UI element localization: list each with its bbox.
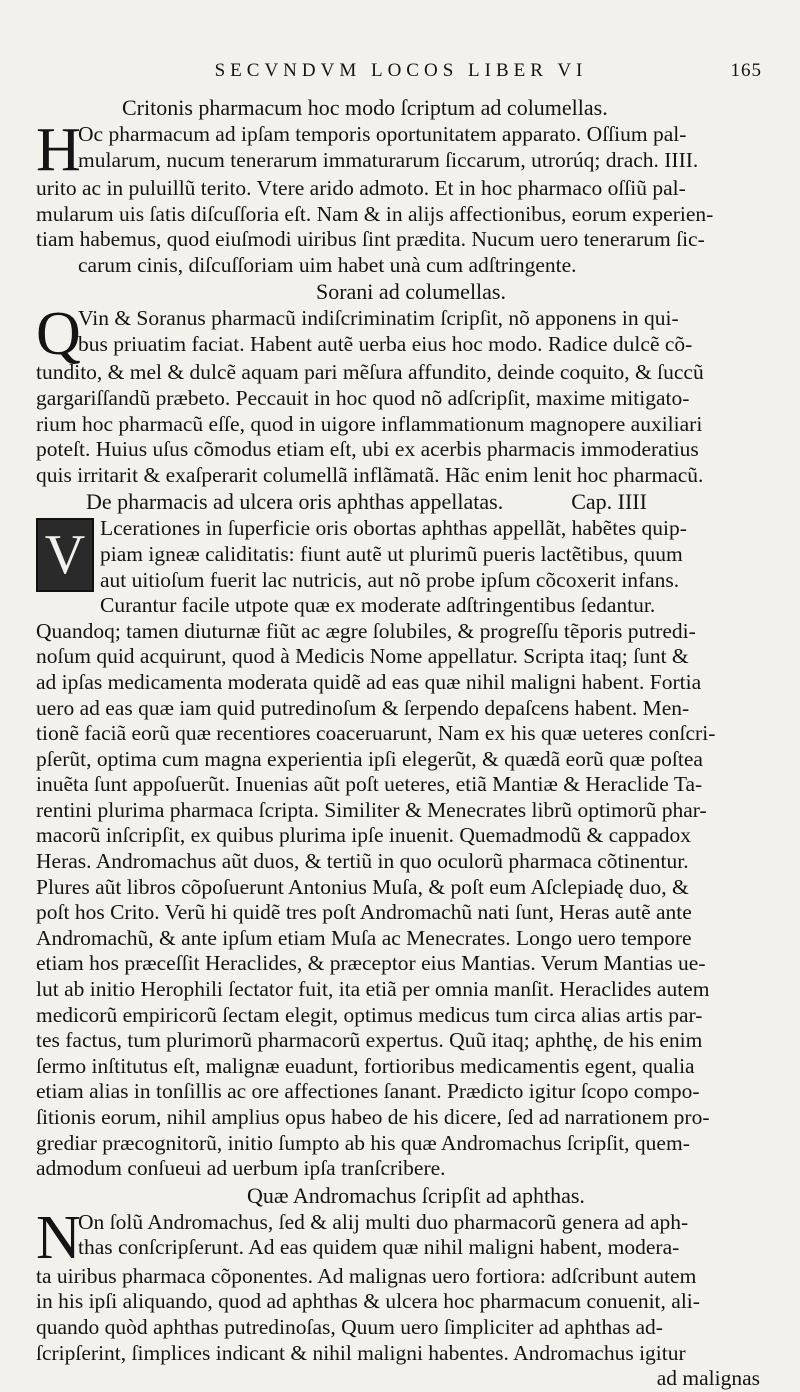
text-line: Oc pharmacum ad ipſam temporis oportunitatem apparato. Oſſium pal-: [78, 122, 687, 146]
text-line: aut uitioſum fuerit lac nutricis, aut nõ probe ipſum cõcoxerit infans.: [100, 567, 680, 592]
section-heading-sorani: Sorani ad columellas.: [315, 279, 506, 305]
text-line: in his ipſi aliquando, quod ad aphthas & ulcera hoc pharmacum conuenit, ali-: [36, 1289, 700, 1314]
text-line: ſitionis eorum, nihil amplius opus habeo de his dicere, ſed ad narrationem pro-: [36, 1105, 710, 1129]
text-line: poteſt. Huius uſus cõmodus etiam eſt, ubi ex acerbis pharmacis immoderatius: [36, 437, 699, 462]
drop-capital: H: [36, 116, 81, 184]
text-line: Plures aũt libros cõpoſuerunt Antonius Muſa, & poſt eum Aſclepiadę duo, &: [36, 874, 689, 899]
running-head: [36, 60, 766, 94]
paragraph-aphthas: [36, 516, 766, 1181]
text-line: Heras. Andromachus aũt duos, & tertiũ in quo oculorũ pharmaca cõtinentur.: [36, 849, 689, 874]
paragraph-sorani: [36, 300, 766, 488]
running-head-title: SECVNDVM LOCOS LIBER VI: [214, 60, 588, 81]
text-line: tiam habemus, quod eiuſmodi uiribus ſint prædita. Nucum uero tenerarum ſic-: [36, 227, 705, 252]
text-line: pſerũt, optima cum magna experientia ipſi elegerũt, & quædã eorũ quæ poſtea: [36, 746, 703, 771]
text-line: piam igneæ caliditatis: fiunt autẽ ut plurimũ pueris lactẽtibus, quum: [100, 541, 683, 566]
text-line: rentini plurima pharmaca ſcripta. Similiter & Menecrates librũ optimorũ phar-: [36, 797, 707, 822]
text-line: Quandoq; tamen diuturnæ fiũt ac ægre ſolubiles, & progreſſu tẽporis putredi-: [36, 618, 696, 643]
text-line: rium hoc pharmacũ eſſe, quod in uigore inflammationum magnopere auxiliari: [36, 411, 703, 436]
page-number: 165: [730, 60, 762, 81]
text-line: thas conſcripſerunt. Ad eas quidem quæ nihil maligni habent, modera-: [78, 1235, 680, 1260]
text-line: carum cinis, diſcuſſoriam uim habet unà cum adſtringente.: [78, 252, 577, 277]
decorated-initial: V: [36, 518, 94, 592]
text-line: gargariſſandũ præbeto. Peccauit in hoc quod nõ adſcripſit, maxime mitigato-: [36, 385, 690, 410]
catchword: ad malignas: [656, 1366, 760, 1391]
text-line: poſt hos Crito. Verũ hi quidẽ tres poſt Andromachũ nati ſunt, Heras autẽ ante: [36, 900, 692, 925]
section-heading-critonis: Critonis pharmacum hoc modo ſcriptum ad columellas.: [122, 95, 608, 120]
text-line: mularum uis ſatis diſcuſſoria eſt. Nam & in alijs affectionibus, eorum experien-: [36, 201, 714, 226]
text-line: ſermo inſtitutus eſt, malignæ euadunt, fortioribus medicamentis egent, qualia: [36, 1053, 695, 1078]
text-line: grediar præcognitorũ, initio ſumpto ab his quæ Andromachus ſcripſit, quem-: [36, 1130, 690, 1155]
text-line: medicorũ empiricorũ ſectam elegit, optimus medicus tum circa alias artis par-: [36, 1002, 703, 1027]
text-line: ad ipſas medicamenta moderata quidẽ ad eas quæ nihil maligni habent. Fortia: [36, 669, 702, 694]
text-line: macorũ inſcripſit, ex quibus plurima ipſe inuenit. Quemadmodũ & cappadox: [36, 823, 692, 848]
text-line: admodum conſueui ad uerbum ipſa tranſcribere.: [36, 1156, 446, 1181]
chapter-number: Cap. IIII: [571, 489, 647, 515]
drop-capital: N: [36, 1203, 81, 1272]
text-line: ta uiribus pharmaca cõponentes. Ad malignas uero fortiora: adſcribunt autem: [36, 1263, 697, 1288]
text-line: etiam alias in tonſillis ac ore affectiones ſanant. Prædicto igitur ſcopo compo-: [36, 1079, 700, 1104]
text-line: inuẽta ſunt appoſuerũt. Inuenias aũt poſt ueteres, etiã Mantiæ & Heraclide Ta-: [36, 772, 703, 797]
text-line: ſcripſerint, ſimplices indicant & nihil maligni habentes. Andromachus igitur: [36, 1340, 686, 1365]
paragraph-critonis: [36, 116, 766, 278]
text-line: quando quòd aphthas putredinoſas, Quum uero ſimpliciter ad aphthas ad-: [36, 1314, 663, 1339]
text-line: uero ad eas quæ iam quid putredinoſum & ſerpendo depaſcens habent. Men-: [36, 695, 690, 720]
text-line: tionẽ faciã eorũ quæ recentiores coaceruarunt, Nam ex his quæ ueteres conſcri-: [36, 721, 716, 746]
text-line: urito ac in puluillũ terito. Vtere arido admoto. Et in hoc pharmaco oſſiũ pal-: [36, 176, 686, 200]
text-line: tes factus, tum plurimorũ pharmacorũ expertus. Quũ itaq; aphthę, de his enim: [36, 1028, 703, 1053]
text-line: Vin & Soranus pharmacũ indiſcriminatim ſcripſit, nõ apponens in qui-: [78, 306, 679, 331]
drop-capital: Q: [36, 300, 81, 369]
text-line: quis irritarit & exaſperarit columellã inflãmatã. Hãc enim lenit hoc pharmacũ.: [36, 462, 704, 487]
text-line: Andromachũ, & ante ipſum etiam Muſa ac Menecrates. Longo uero tempore: [36, 925, 692, 950]
section-heading-aphthas: [36, 488, 766, 516]
text-line: noſum quid acquirunt, quod à Medicis Nome appellatur. Scripta itaq; ſunt &: [36, 644, 689, 669]
text-line: bus priuatim faciat. Habent autẽ uerba eius hoc modo. Radice dulcẽ cõ-: [78, 331, 693, 356]
text-line: lut ab initio Herophili ſectator fuit, ita etiã per omnia manſit. Heraclides autem: [36, 977, 710, 1002]
section-heading-text: De pharmacis ad ulcera oris aphthas appellatas.: [86, 489, 504, 515]
text-line: On ſolũ Andromachus, ſed & alij multi duo pharmacorũ genera ad aph-: [78, 1209, 689, 1234]
section-heading-andromachus: Quæ Andromachus ſcripſit ad aphthas.: [247, 1182, 585, 1208]
text-line: Curantur facile utpote quæ ex moderate adſtringentibus ſedantur.: [100, 593, 656, 618]
text-line: mularum, nucum tenerarum immaturarum ſiccarum, utrorúq; drach. IIII.: [78, 147, 699, 172]
text-line: Lcerationes in ſuperficie oris obortas aphthas appellãt, habẽtes quip-: [100, 516, 687, 541]
text-line: etiam hos præceſſit Heraclides, & præceptor eius Mantias. Verum Mantias ue-: [36, 951, 706, 976]
paragraph-andromachus: [36, 1203, 766, 1392]
text-line: tundito, & mel & dulcẽ aquam pari mẽſura affundito, deinde coquito, & ſuccũ: [36, 360, 704, 385]
